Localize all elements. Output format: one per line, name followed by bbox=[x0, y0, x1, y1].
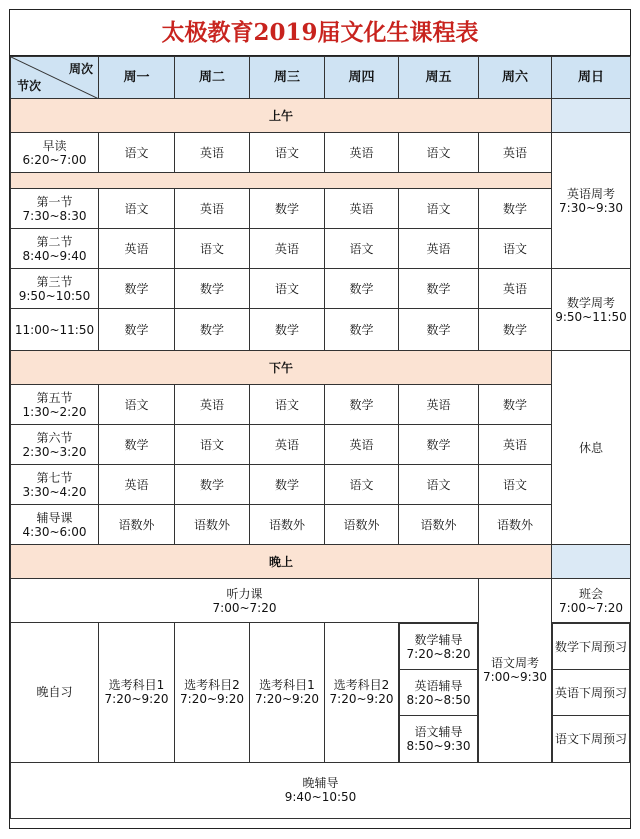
day-header-sun: 周日 bbox=[552, 57, 631, 99]
course-cell: 语文 bbox=[399, 133, 479, 173]
slot-label bbox=[11, 229, 99, 269]
slot-label bbox=[11, 309, 99, 351]
listening-class bbox=[11, 579, 479, 623]
event-name: 数学周考 bbox=[566, 295, 615, 310]
course-cell: 数学 bbox=[479, 189, 552, 229]
row-fudao bbox=[11, 505, 631, 545]
course-cell: 数学 bbox=[250, 189, 325, 229]
course-cell: 英语 bbox=[250, 425, 325, 465]
tutoring-item bbox=[400, 624, 478, 670]
slot-name: 第七节 bbox=[36, 470, 73, 485]
course-cell: 数学 bbox=[175, 269, 250, 309]
course-cell: 英语 bbox=[325, 189, 399, 229]
day-header-mon: 周一 bbox=[99, 57, 175, 99]
slot-label bbox=[11, 133, 99, 173]
course-cell: 数学 bbox=[479, 309, 552, 351]
course-cell: 语文 bbox=[99, 189, 175, 229]
course-cell: 语文 bbox=[479, 465, 552, 505]
event-name: 选考科目2 bbox=[333, 678, 390, 693]
section-evening-sunday bbox=[552, 545, 631, 579]
course-cell: 英语 bbox=[99, 465, 175, 505]
course-cell: 数学 bbox=[399, 269, 479, 309]
course-cell: 数学 bbox=[99, 269, 175, 309]
slot-name: 第五节 bbox=[36, 390, 73, 405]
course-cell: 语数外 bbox=[250, 505, 325, 545]
event-time: 7:30~9:30 bbox=[559, 200, 623, 215]
course-cell: 数学 bbox=[325, 385, 399, 425]
course-cell: 语文 bbox=[250, 133, 325, 173]
course-cell: 数学 bbox=[325, 309, 399, 351]
course-cell: 数学 bbox=[250, 465, 325, 505]
elective-cell bbox=[250, 623, 325, 763]
day-header-wed: 周三 bbox=[250, 57, 325, 99]
schedule-table bbox=[10, 56, 631, 819]
sunday-english-weekly bbox=[552, 133, 631, 269]
course-cell: 语文 bbox=[250, 385, 325, 425]
day-header-thu: 周四 bbox=[325, 57, 399, 99]
schedule-sheet bbox=[9, 9, 631, 829]
section-morning-sunday bbox=[552, 99, 631, 133]
preview-math: 数学下周预习 bbox=[553, 624, 630, 670]
course-cell: 数学 bbox=[175, 465, 250, 505]
friday-tutoring-list bbox=[399, 623, 478, 762]
row-s5 bbox=[11, 385, 631, 425]
event-name: 班会 bbox=[578, 586, 603, 601]
section-evening: 晚上 bbox=[11, 545, 552, 579]
event-name: 语文周考 bbox=[490, 656, 539, 671]
course-cell: 语文 bbox=[325, 229, 399, 269]
event-time: 8:50~9:30 bbox=[406, 738, 471, 753]
slot-name: 第三节 bbox=[36, 274, 73, 289]
slot-time: 6:20~7:00 bbox=[22, 152, 87, 167]
slot-time: 4:30~6:00 bbox=[22, 524, 87, 539]
slot-time: 1:30~2:20 bbox=[22, 404, 87, 419]
course-cell: 数学 bbox=[250, 309, 325, 351]
course-cell: 数学 bbox=[325, 269, 399, 309]
event-time: 7:20~9:20 bbox=[180, 692, 244, 707]
row-s3 bbox=[11, 269, 631, 309]
event-time: 7:20~9:20 bbox=[329, 692, 394, 707]
friday-tutoring-stack bbox=[399, 623, 479, 763]
row-s1 bbox=[11, 189, 631, 229]
course-cell: 英语 bbox=[175, 189, 250, 229]
preview-english: 英语下周预习 bbox=[553, 670, 630, 716]
slot-label bbox=[11, 465, 99, 505]
course-cell: 数学 bbox=[479, 385, 552, 425]
afternoon-band-row bbox=[11, 351, 631, 385]
event-time: 9:40~10:50 bbox=[284, 790, 357, 804]
slot-label bbox=[11, 425, 99, 465]
course-cell: 英语 bbox=[479, 133, 552, 173]
slot-label bbox=[11, 269, 99, 309]
course-cell: 英语 bbox=[325, 133, 399, 173]
course-cell: 语数外 bbox=[325, 505, 399, 545]
event-name: 选考科目2 bbox=[184, 678, 240, 693]
sunday-preview-list bbox=[552, 623, 630, 762]
slot-time: 2:30~3:20 bbox=[22, 444, 87, 459]
gap-row bbox=[11, 173, 631, 189]
elective-cell bbox=[99, 623, 175, 763]
sunday-class-meeting bbox=[552, 579, 631, 623]
course-cell: 数学 bbox=[99, 309, 175, 351]
course-cell: 数学 bbox=[399, 425, 479, 465]
row-listening bbox=[11, 579, 631, 623]
late-tutoring bbox=[11, 762, 631, 818]
event-time: 7:20~9:20 bbox=[104, 692, 169, 707]
slot-name: 辅导课 bbox=[36, 510, 73, 525]
event-name: 英语周考 bbox=[566, 186, 615, 201]
course-cell: 语文 bbox=[175, 229, 250, 269]
event-time: 7:00~9:30 bbox=[483, 670, 547, 685]
course-cell: 英语 bbox=[479, 425, 552, 465]
course-cell: 英语 bbox=[175, 133, 250, 173]
slot-time: 11:00~11:50 bbox=[14, 322, 95, 337]
slot-time: 3:30~4:20 bbox=[22, 484, 87, 499]
slot-name: 第六节 bbox=[36, 430, 73, 445]
course-cell: 英语 bbox=[399, 385, 479, 425]
saturday-chinese-weekly bbox=[479, 579, 552, 763]
event-time: 7:00~7:20 bbox=[559, 600, 623, 615]
course-cell: 语文 bbox=[250, 269, 325, 309]
section-morning: 上午 bbox=[11, 99, 552, 133]
sunday-math-weekly bbox=[552, 269, 631, 351]
event-name: 英语辅导 bbox=[414, 678, 463, 693]
course-cell: 语文 bbox=[175, 425, 250, 465]
slot-time: 8:40~9:40 bbox=[22, 248, 87, 263]
corner-period-label: 节次 bbox=[17, 79, 42, 93]
course-cell: 数学 bbox=[99, 425, 175, 465]
slot-label bbox=[11, 189, 99, 229]
row-s4 bbox=[11, 309, 631, 351]
evening-band-row bbox=[11, 545, 631, 579]
corner-header bbox=[11, 57, 99, 99]
event-name: 语文辅导 bbox=[414, 724, 463, 739]
course-cell: 英语 bbox=[399, 229, 479, 269]
course-cell: 语文 bbox=[325, 465, 399, 505]
row-s6 bbox=[11, 425, 631, 465]
course-cell: 语文 bbox=[399, 465, 479, 505]
course-cell: 语数外 bbox=[479, 505, 552, 545]
day-header-sat: 周六 bbox=[479, 57, 552, 99]
elective-cell bbox=[175, 623, 250, 763]
course-cell: 语文 bbox=[479, 229, 552, 269]
slot-time: 7:30~8:30 bbox=[22, 208, 87, 223]
course-cell: 语文 bbox=[99, 385, 175, 425]
section-afternoon: 下午 bbox=[11, 351, 552, 385]
row-zaodu bbox=[11, 133, 631, 173]
morning-band-row bbox=[11, 99, 631, 133]
event-time: 9:50~11:50 bbox=[555, 309, 627, 324]
tutoring-item bbox=[400, 670, 478, 716]
course-cell: 英语 bbox=[175, 385, 250, 425]
slot-name: 第一节 bbox=[36, 194, 73, 209]
day-header-fri: 周五 bbox=[399, 57, 479, 99]
course-cell: 英语 bbox=[250, 229, 325, 269]
row-s2 bbox=[11, 229, 631, 269]
course-cell: 数学 bbox=[399, 309, 479, 351]
course-cell: 语文 bbox=[399, 189, 479, 229]
event-name: 选考科目1 bbox=[259, 678, 315, 693]
course-cell: 语数外 bbox=[99, 505, 175, 545]
event-name: 选考科目1 bbox=[108, 678, 165, 693]
row-s7 bbox=[11, 465, 631, 505]
row-late-tutoring bbox=[11, 762, 631, 818]
day-header-tue: 周二 bbox=[175, 57, 250, 99]
event-name: 晚辅导 bbox=[302, 776, 339, 790]
slot-name: 第二节 bbox=[36, 234, 73, 249]
course-cell: 语文 bbox=[99, 133, 175, 173]
page-title: 太极教育2019届文化生课程表 bbox=[10, 10, 630, 56]
break-gap bbox=[11, 173, 552, 189]
event-name: 听力课 bbox=[226, 586, 263, 601]
slot-label bbox=[11, 385, 99, 425]
event-time: 7:20~9:20 bbox=[255, 692, 319, 707]
preview-chinese: 语文下周预习 bbox=[553, 716, 630, 762]
event-time: 8:20~8:50 bbox=[406, 692, 471, 707]
corner-week-label: 周次 bbox=[68, 62, 93, 76]
sunday-rest: 休息 bbox=[552, 351, 631, 545]
header-row bbox=[11, 57, 631, 99]
course-cell: 英语 bbox=[479, 269, 552, 309]
elective-cell bbox=[325, 623, 399, 763]
slot-time: 9:50~10:50 bbox=[18, 288, 91, 303]
tutoring-item bbox=[400, 716, 478, 762]
course-cell: 语数外 bbox=[175, 505, 250, 545]
course-cell: 数学 bbox=[175, 309, 250, 351]
slot-name: 早读 bbox=[42, 138, 67, 153]
slot-wanzixi: 晚自习 bbox=[11, 623, 99, 763]
event-name: 数学辅导 bbox=[414, 632, 463, 647]
event-time: 7:00~7:20 bbox=[212, 600, 277, 615]
sunday-preview-stack bbox=[552, 623, 631, 763]
course-cell: 语数外 bbox=[399, 505, 479, 545]
course-cell: 英语 bbox=[325, 425, 399, 465]
course-cell: 英语 bbox=[99, 229, 175, 269]
event-time: 7:20~8:20 bbox=[406, 646, 471, 661]
slot-label bbox=[11, 505, 99, 545]
